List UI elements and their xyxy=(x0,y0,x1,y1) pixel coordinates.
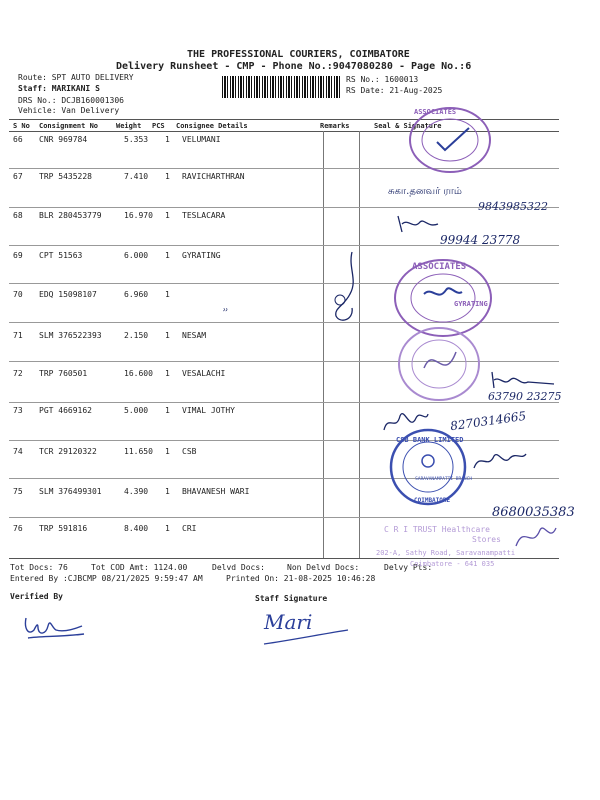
cell-sno: 69 xyxy=(13,251,23,260)
cell-pcs: 1 xyxy=(165,369,170,378)
cell-pcs: 1 xyxy=(165,290,170,299)
col-seal-signature: Seal & Signature xyxy=(374,122,442,130)
cri-stamp-sub: Stores xyxy=(472,535,501,544)
cell-sno: 75 xyxy=(13,487,23,496)
cell-consignment: SLM 376499301 xyxy=(39,487,102,496)
cell-pcs: 1 xyxy=(165,524,170,533)
associates-stamp-bottom xyxy=(394,324,484,404)
col-consignee: Consignee Details xyxy=(176,122,248,130)
row74-handwritten-signature xyxy=(470,446,530,476)
drs-label: DRS No.: DCJB160001306 xyxy=(18,96,124,105)
company-title: THE PROFESSIONAL COURIERS, COIMBATORE xyxy=(187,49,410,60)
cell-pcs: 1 xyxy=(165,211,170,220)
cell-sno: 73 xyxy=(13,406,23,415)
row-divider xyxy=(9,207,559,208)
runsheet-subtitle: Delivery Runsheet - CMP - Phone No.:9047080280 - Page No.:6 xyxy=(116,61,472,72)
row73-handwritten-phone: 63790 23275 xyxy=(488,390,562,403)
cell-consignee: VIMAL JOTHY xyxy=(182,406,235,415)
cell-consignee: BHAVANESH WARI xyxy=(182,487,250,496)
verified-by-label: Verified By xyxy=(10,592,63,601)
barcode xyxy=(222,76,342,98)
row72-handwritten-signature xyxy=(488,368,558,392)
col-remarks: Remarks xyxy=(320,122,350,130)
cell-consignment: TRP 760501 xyxy=(39,369,88,378)
vehicle-label: Vehicle: Van Delivery xyxy=(18,106,120,115)
cell-consignment: CNR 969784 xyxy=(39,135,88,144)
col-weight: Weight xyxy=(116,122,142,130)
gyrating-side-text: GYRATING xyxy=(454,300,488,308)
cell-pcs: 1 xyxy=(165,331,170,340)
cell-consignee: TESLACARA xyxy=(182,211,226,220)
row76-handwritten-signature xyxy=(510,520,560,554)
cri-stamp-city: Coimbatore - 641 035 xyxy=(410,560,495,568)
entered-by: Entered By :CJBCMP 08/21/2025 9:59:47 AM xyxy=(10,574,203,583)
row73-handwritten-signature xyxy=(380,402,432,438)
cell-pcs: 1 xyxy=(165,406,170,415)
cell-weight: 16.600 xyxy=(124,369,153,378)
row67-handwritten-phone: 9843985322 xyxy=(478,200,548,213)
cell-consignment: CPT 51563 xyxy=(39,251,83,260)
delivery-points: Delvy Pts: xyxy=(384,563,433,572)
cell-consignee: GYRATING xyxy=(182,251,221,260)
cell-weight: 8.400 xyxy=(124,524,149,533)
cell-sno: 76 xyxy=(13,524,23,533)
table-bottom-rule xyxy=(9,558,559,559)
row68-handwritten-signature xyxy=(394,212,444,236)
cell-sno: 71 xyxy=(13,331,23,340)
cell-sno: 72 xyxy=(13,369,23,378)
remarks-divider xyxy=(323,131,324,558)
row75-handwritten-phone: 8680035383 xyxy=(492,505,575,520)
cell-sno: 70 xyxy=(13,290,23,299)
row73-handwritten-phone-2: 8270314665 xyxy=(449,408,527,434)
cell-weight: 11.650 xyxy=(124,447,153,456)
rs-number: RS No.: 1600013 xyxy=(346,75,419,84)
cell-weight: 16.970 xyxy=(124,211,153,220)
row67-handwritten-name: சுகா.தனவர் ராம் xyxy=(388,186,462,197)
cell-consignment: EDQ 15098107 xyxy=(39,290,97,299)
row70-handwritten-mark xyxy=(330,250,362,326)
staff-signature-label: Staff Signature xyxy=(255,594,328,603)
staff-handwritten-signature: Mari xyxy=(264,610,313,634)
cell-sno: 68 xyxy=(13,211,23,220)
cell-consignee: CSB xyxy=(182,447,197,456)
cell-sno: 66 xyxy=(13,135,23,144)
csb-branch-text: SARAVANAMPATTI BRANCH xyxy=(415,476,473,482)
cell-pcs: 1 xyxy=(165,487,170,496)
cell-weight: 6.960 xyxy=(124,290,149,299)
cell-pcs: 1 xyxy=(165,447,170,456)
cri-stamp-address: 202-A, Sathy Road, Saravanampatti xyxy=(376,549,516,557)
cell-consignee: VESALACHI xyxy=(182,369,226,378)
row70-handwritten-quote: ᠈᠈ xyxy=(222,306,228,315)
staff-signature-underline xyxy=(262,628,352,648)
total-docs: Tot Docs: 76 xyxy=(10,563,68,572)
cell-consignment: BLR 280453779 xyxy=(39,211,102,220)
cell-consignment: SLM 376522393 xyxy=(39,331,102,340)
seal-divider xyxy=(359,131,360,558)
rs-date: RS Date: 21-Aug-2025 xyxy=(346,86,443,95)
cell-consignee: CRI xyxy=(182,524,197,533)
delivered-docs: Delvd Docs: xyxy=(212,563,265,572)
cell-consignment: TRP 591816 xyxy=(39,524,88,533)
cell-sno: 67 xyxy=(13,172,23,181)
cell-consignment: TCR 29120322 xyxy=(39,447,97,456)
col-pcs: PCS xyxy=(152,122,165,130)
total-cod-amount: Tot COD Amt: 1124.00 xyxy=(91,563,188,572)
csb-bank-text: CSB BANK LIMITED xyxy=(396,436,464,444)
cell-consignee: NESAM xyxy=(182,331,207,340)
cri-stamp-name: C R I TRUST Healthcare xyxy=(384,525,490,534)
cell-weight: 5.000 xyxy=(124,406,149,415)
verified-signature xyxy=(20,604,90,644)
cell-pcs: 1 xyxy=(165,251,170,260)
csb-city-text: COIMBATORE xyxy=(414,497,451,504)
cell-weight: 7.410 xyxy=(124,172,149,181)
cell-weight: 5.353 xyxy=(124,135,149,144)
cell-weight: 4.390 xyxy=(124,487,149,496)
row-divider xyxy=(9,440,559,441)
cell-pcs: 1 xyxy=(165,172,170,181)
col-consignment: Consignment No xyxy=(39,122,99,130)
cell-pcs: 1 xyxy=(165,135,170,144)
cell-weight: 2.150 xyxy=(124,331,149,340)
col-sno: S No xyxy=(13,122,30,130)
printed-on: Printed On: 21-08-2025 10:46:28 xyxy=(226,574,376,583)
cell-sno: 74 xyxy=(13,447,23,456)
non-delivered-docs: Non Delvd Docs: xyxy=(287,563,360,572)
cell-weight: 6.000 xyxy=(124,251,149,260)
route-label: Route: SPT AUTO DELIVERY xyxy=(18,73,134,82)
cell-consignment: PGT 4669162 xyxy=(39,406,92,415)
cell-consignment: TRP 5435228 xyxy=(39,172,92,181)
gyrating-associates-text: ASSOCIATES xyxy=(412,262,467,272)
cell-consignee: RAVICHARTHRAN xyxy=(182,172,245,181)
associates-top-text: ASSOCIATES xyxy=(414,108,457,116)
row-divider xyxy=(9,517,559,518)
cell-consignee: VELUMANI xyxy=(182,135,221,144)
row68-handwritten-phone: 99944 23778 xyxy=(440,233,521,247)
staff-label: Staff: MARIKANI S xyxy=(18,84,100,93)
